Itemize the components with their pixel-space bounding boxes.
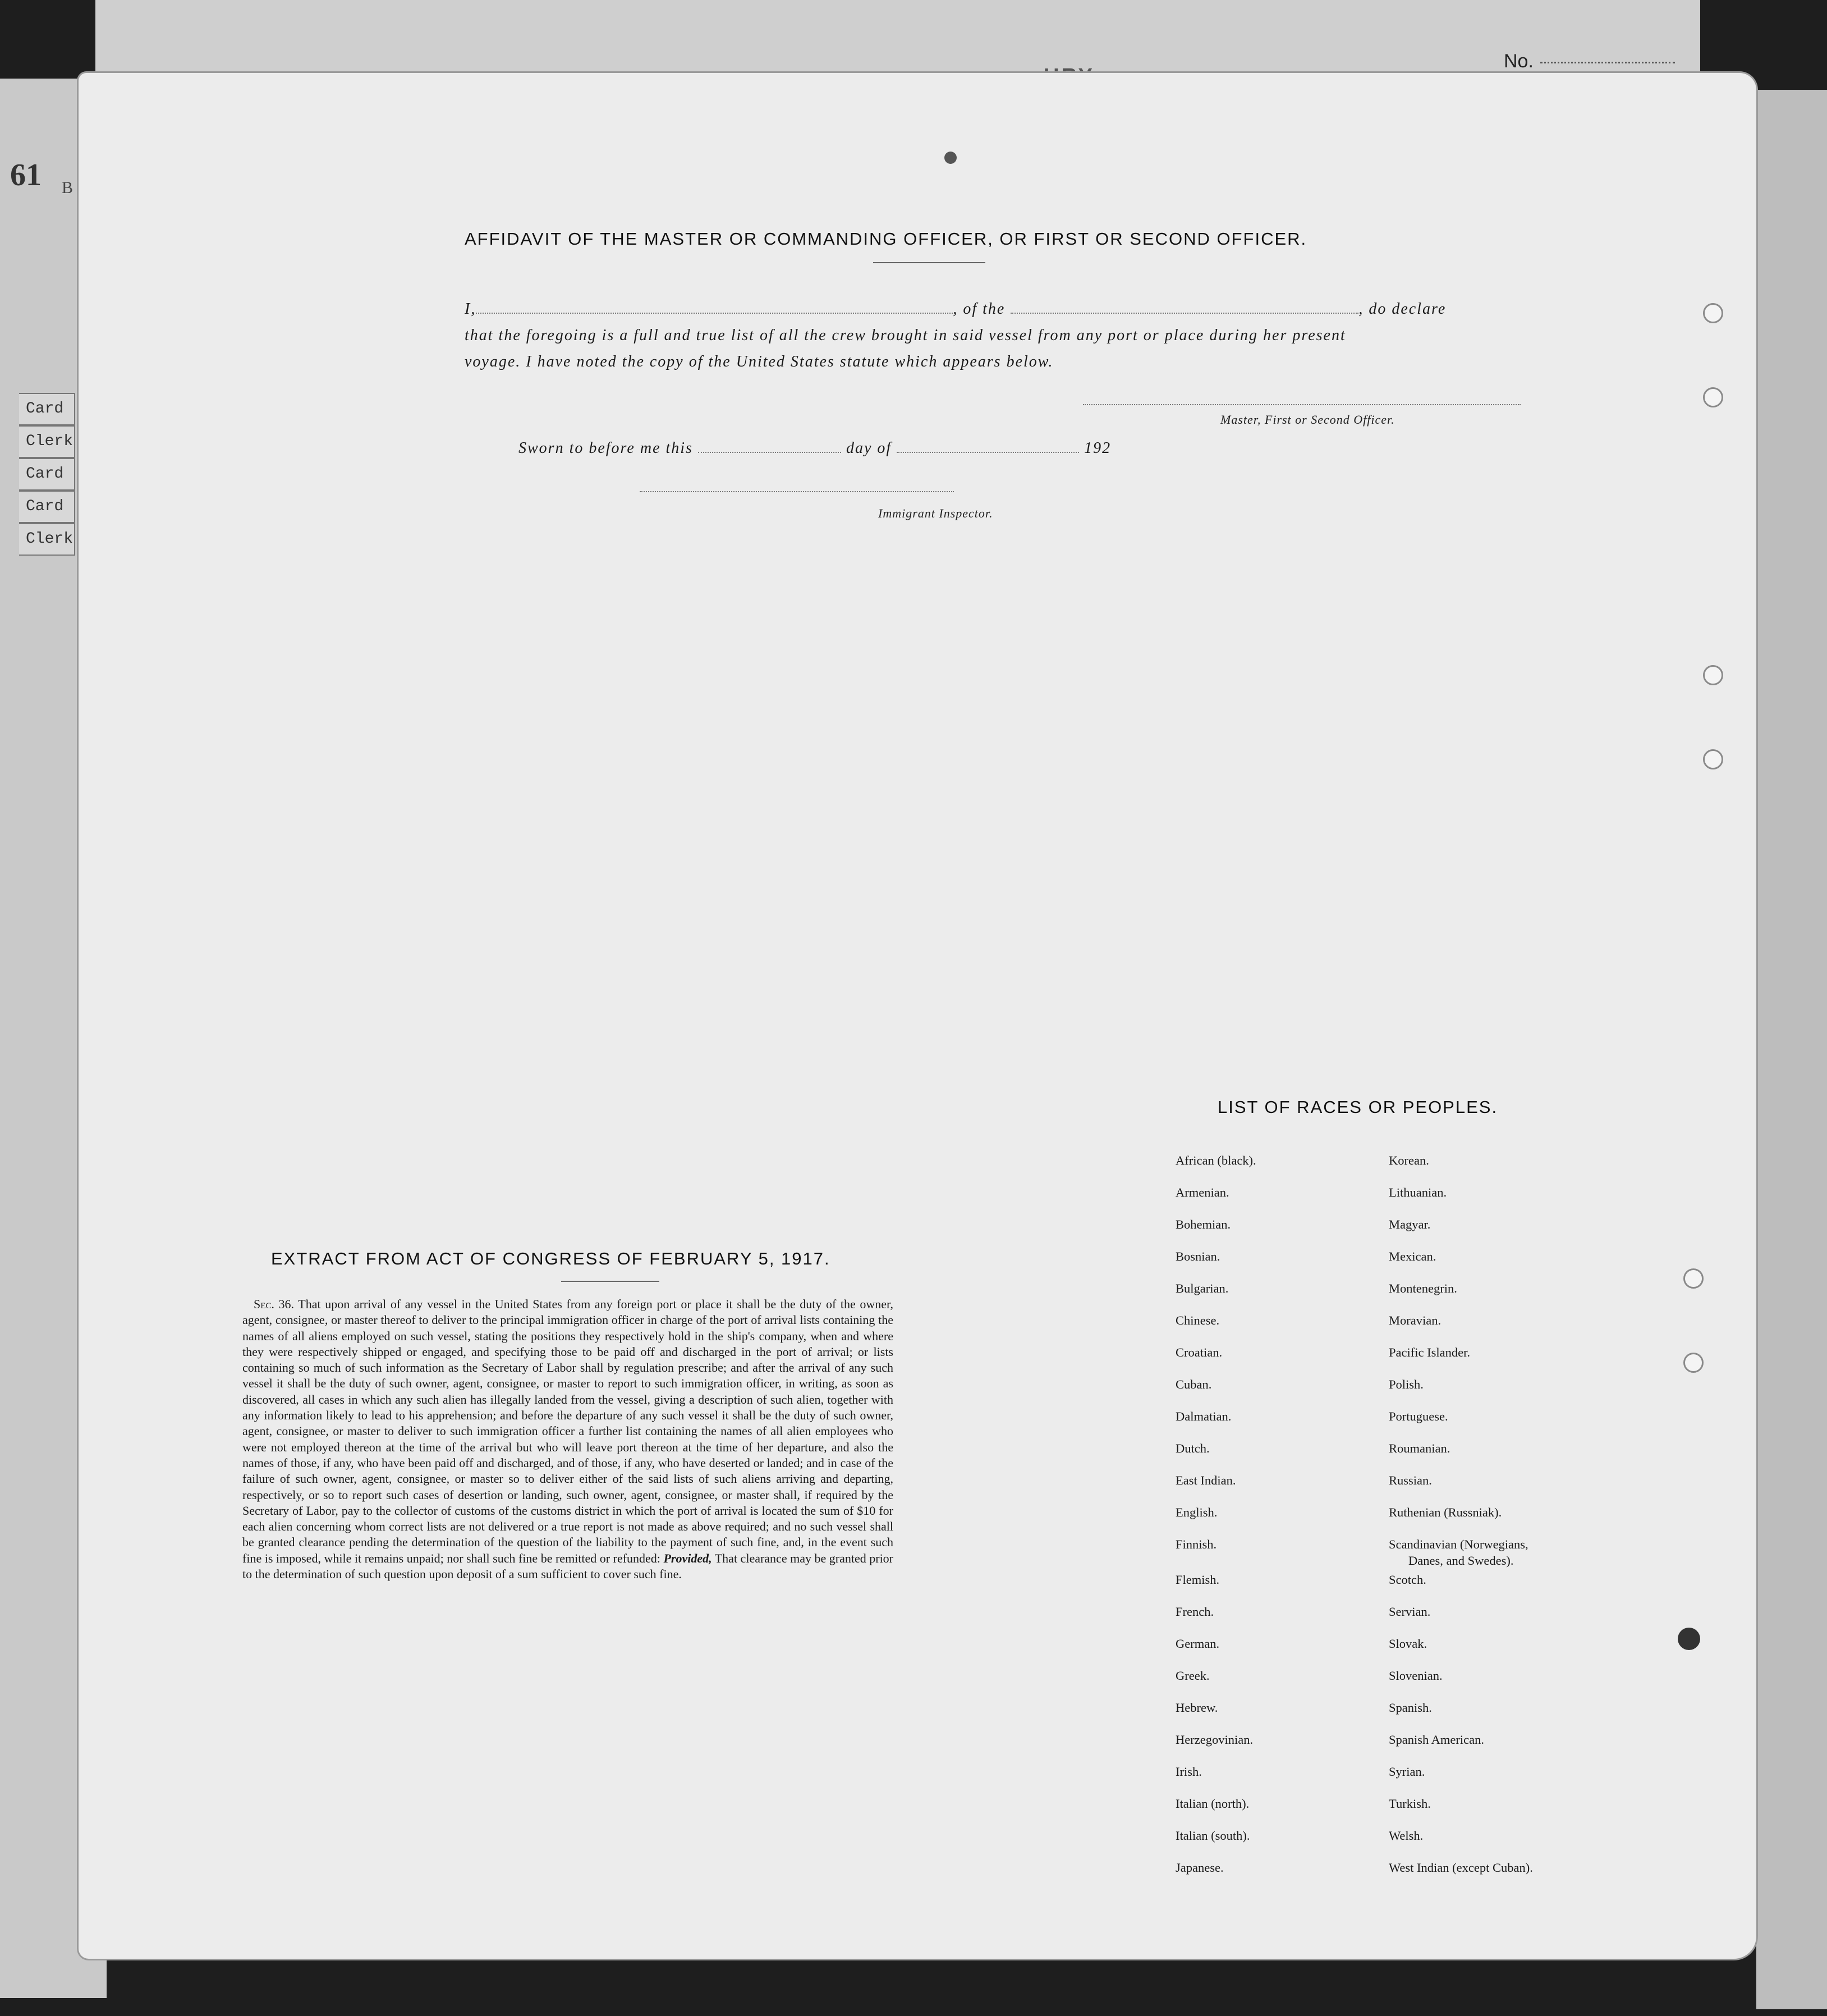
affidavit-title: AFFIDAVIT OF THE MASTER OR COMMANDING OFFICER, OR FIRST OR SECOND OFFICER. — [465, 229, 1307, 249]
races-title: LIST OF RACES OR PEOPLES. — [1218, 1097, 1498, 1117]
race-item: Hebrew. — [1176, 1701, 1218, 1715]
race-item: Roumanian. — [1389, 1441, 1450, 1455]
officer-name-field[interactable] — [476, 313, 953, 314]
sworn-day-label: day of — [846, 439, 892, 457]
race-item: African (black). — [1176, 1153, 1256, 1167]
race-item: Portuguese. — [1389, 1409, 1448, 1423]
race-item: Magyar. — [1389, 1217, 1431, 1231]
race-item: Spanish American. — [1389, 1733, 1484, 1747]
extract-title: EXTRACT FROM ACT OF CONGRESS OF FEBRUARY 5, 1917. — [271, 1249, 830, 1268]
left-tab: Card — [19, 393, 75, 425]
race-item: Dutch. — [1176, 1441, 1210, 1455]
race-item: English. — [1176, 1505, 1218, 1519]
affidavit-declare: , do declare — [1358, 300, 1447, 318]
left-tab: Clerk — [19, 523, 75, 556]
race-item: Scandinavian (Norwegians, — [1389, 1537, 1528, 1551]
race-item: Armenian. — [1176, 1185, 1229, 1199]
race-item: Finnish. — [1176, 1537, 1217, 1551]
affidavit-line-2: that the foregoing is a full and true list of all the crew brought in said vessel from any port or place during her present — [465, 327, 1346, 344]
sworn-prefix: Sworn to before me this — [518, 439, 693, 457]
extract-body — [242, 1296, 893, 1582]
sworn-month-field[interactable] — [897, 452, 1079, 453]
race-item: Italian (north). — [1176, 1797, 1250, 1811]
punch-hole — [1703, 749, 1723, 769]
race-item: Scotch. — [1389, 1573, 1426, 1587]
punch-hole — [1703, 303, 1723, 323]
race-item: Welsh. — [1389, 1829, 1424, 1843]
race-item: Slovenian. — [1389, 1669, 1443, 1683]
binding-mark — [944, 152, 957, 164]
affidavit-prefix: I, — [465, 300, 476, 318]
race-item: Herzegovinian. — [1176, 1733, 1254, 1747]
affidavit-line-3: voyage. I have noted the copy of the United States statute which appears below. — [465, 353, 1054, 370]
race-item: Turkish. — [1389, 1797, 1431, 1811]
proviso-word: Provided, — [663, 1551, 712, 1565]
race-item: Bulgarian. — [1176, 1281, 1229, 1295]
race-item: Bohemian. — [1176, 1217, 1231, 1231]
affidavit-of-the: , of the — [953, 300, 1006, 318]
punch-hole — [1703, 665, 1723, 685]
master-signature-field[interactable] — [1083, 404, 1521, 405]
race-item: Moravian. — [1389, 1313, 1442, 1327]
vessel-name-field[interactable] — [1011, 313, 1358, 314]
race-item: Irish. — [1176, 1765, 1202, 1779]
left-strip-letter: B — [62, 178, 74, 197]
race-item: West Indian (except Cuban). — [1389, 1861, 1533, 1875]
race-item: Bosnian. — [1176, 1249, 1220, 1263]
proviso-text: That clearance may be granted prior to the determination of such question upon deposit of a sum sufficient to cover such fine. — [242, 1551, 894, 1582]
inspector-signature-field[interactable] — [640, 491, 954, 492]
race-item: Polish. — [1389, 1377, 1424, 1391]
race-item: Flemish. — [1176, 1573, 1220, 1587]
section-text: That upon arrival of any vessel in the United States from any foreign port or place it shall be the duty of the owner, agent, consignee, or master thereof to deliver to the principal immigration officer in charge of the port of arrival lists containing the names of all aliens employed on such vessel, stating the positions they respectively hold in the ship's company, when and where they were respectively shipped or engaged, and specifying those to be paid off and discharged in the port of arrival; or lists containing so much of such information as the Secretary of Labor shall by regulation prescribe; and after the arrival of any such vessel it shall be the duty of such owner, agent, consignee, or master to report to such immigration officer, in writing, as soon as discovered, all cases in which any such alien has illegally landed from the vessel, giving a description of such alien, together with any information likely to lead to his apprehension; and before the departure of any such vessel it shall be the duty of such owner, agent, consignee, or master to deliver to such immigration officer a further list containing the names of all alien employees who were not employed thereon at the time of the arrival but who will leave port thereon at the time of her departure, and also the names of those, if any, who have been paid off and discharged, and of those, if any, who have deserted or landed; and in case of the failure of such owner, agent, consignee, or master so to deliver either of the said lists of such aliens arriving and departing, respectively, or so to report such cases of desertion or landing, such owner, agent, consignee, or master shall, if required by the Secretary of Labor, pay to the collector of customs of the customs district in which the port of arrival is located the sum of $10 for each alien concerning whom correct lists are not delivered or a true report is not made as above required; and no such vessel shall be granted clearance pending the determination of the question of the liability to the payment of such fine, and, in the event such fine is imposed, while it remains unpaid; nor shall such fine be remitted or refunded: — [242, 1297, 894, 1565]
race-item: Japanese. — [1176, 1861, 1224, 1875]
race-item-continuation: Danes, and Swedes). — [1408, 1554, 1514, 1568]
race-item: Croatian. — [1176, 1345, 1223, 1359]
race-item: Mexican. — [1389, 1249, 1436, 1263]
race-item: Ruthenian (Russniak). — [1389, 1505, 1502, 1519]
race-item: Slovak. — [1389, 1637, 1427, 1651]
race-item: Spanish. — [1389, 1701, 1432, 1715]
sheet-number-line — [1540, 62, 1675, 63]
sworn-year: 192 — [1084, 439, 1112, 457]
extract-title-rule — [561, 1281, 659, 1282]
race-item: French. — [1176, 1605, 1214, 1619]
race-item: East Indian. — [1176, 1473, 1236, 1487]
manifest-sheet — [79, 73, 1756, 1959]
race-item: Korean. — [1389, 1153, 1429, 1167]
sworn-day-field[interactable] — [698, 452, 841, 453]
left-strip-code: 61 — [10, 158, 42, 193]
race-item: Lithuanian. — [1389, 1185, 1447, 1199]
affidavit-title-rule — [873, 262, 985, 263]
punch-hole — [1683, 1353, 1704, 1373]
race-item: Chinese. — [1176, 1313, 1220, 1327]
affidavit-line-1 — [465, 300, 1446, 318]
race-item: Cuban. — [1176, 1377, 1212, 1391]
race-item: German. — [1176, 1637, 1220, 1651]
punch-hole — [1683, 1268, 1704, 1289]
left-tab: Card — [19, 458, 75, 491]
race-item: Pacific Islander. — [1389, 1345, 1470, 1359]
sheet-number-label: No. — [1504, 51, 1534, 72]
punch-hole — [1703, 387, 1723, 407]
race-item: Italian (south). — [1176, 1829, 1250, 1843]
race-item: Greek. — [1176, 1669, 1210, 1683]
race-item: Russian. — [1389, 1473, 1432, 1487]
race-item: Syrian. — [1389, 1765, 1425, 1779]
left-tab: Clerk — [19, 425, 75, 458]
sworn-line — [518, 439, 1111, 457]
left-tabs — [19, 393, 75, 556]
race-item: Montenegrin. — [1389, 1281, 1457, 1295]
race-item: Dalmatian. — [1176, 1409, 1232, 1423]
inspector-signature-label: Immigrant Inspector. — [878, 506, 993, 520]
punch-hole-dark — [1678, 1628, 1700, 1650]
section-label: Sec. 36. — [254, 1297, 295, 1311]
master-signature-label: Master, First or Second Officer. — [1220, 413, 1395, 427]
left-tab: Card — [19, 491, 75, 523]
right-strip — [1756, 90, 1827, 2009]
race-item: Servian. — [1389, 1605, 1431, 1619]
